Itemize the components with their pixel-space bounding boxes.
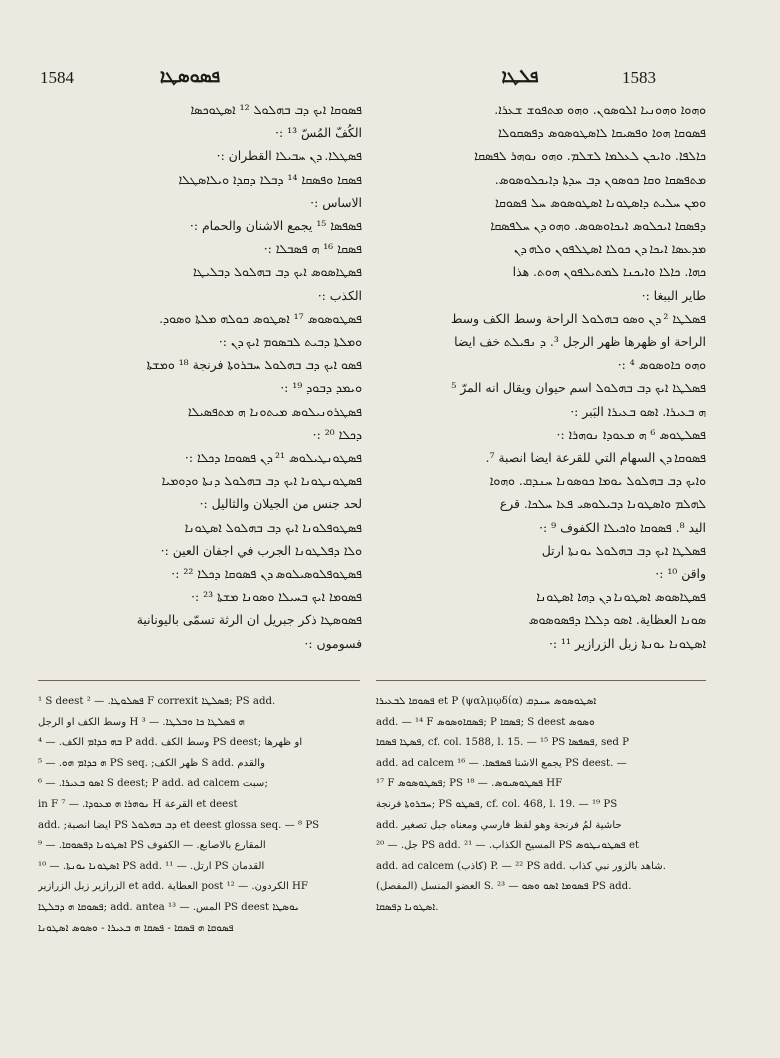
lexicon-line: ܦܣܘܩܐ ܗܘܐ ܘܦܣܝܩܐ ܠܐܣܛܘܣܘܣ ܕܦܣܩܘܠܐ — [498, 125, 706, 141]
lexicon-line: ܡܕܥܣܐ ܐܝܟܐ ܕܢ ܟܘܠܐ ܐܣܛܠܦܘܢ ܘܠܗ ܕܢ — [513, 241, 706, 257]
footnote-line: ܒܗ ܟܕܐܡ الكف. — ⁴ P add. وسط الكف PS deest; او ظهرها — [38, 737, 303, 749]
lexicon-line: ܦܣܦܣܐ ¹⁵ يجمع الاشنان والحمام :· — [189, 218, 362, 234]
lexicon-line: ܘܗܘܐ ܘܗܘܢܝܐ ܐܠܘܣܘܢ. ܘܗܘ ܡܬܦܘܫ ܫܥܪܐ. — [494, 102, 706, 117]
lexicon-line: ܘܡܢ ܚܠܝܬ ܕܐܣܛܘܢܐ ܐܣܛܘܣܘܣ ܚܠ ܦܣܘܩܐ — [495, 194, 706, 210]
right-text-column — [376, 98, 706, 655]
lexicon-line: ܕܟܠܐ ²⁰ :· — [312, 426, 362, 442]
footnote-line: ܐܣܛܘܢܐ ܝܘܢܬܐ. — ¹⁰ PS add. ارتل. — ¹¹ PS القدمان — [38, 860, 265, 872]
lexicon-line: ܘܡܠܬܐ ܕܒܝܬ ܠܒܣܘܡ ܐܝܟ ܕܢ :· — [218, 334, 362, 350]
lexicon-line: ܐܣܛܘܢܐ ܝܘܢܬܐ زبل الزرازير ¹¹ :· — [548, 635, 706, 651]
lexicon-line: الراحة او ظهرها ظهر الرجل ³. ܕ ܢܦܝܠܬ خف ايضا — [454, 334, 706, 350]
lexicon-line: واقن ¹⁰ :· — [655, 566, 706, 582]
lexicon-line: ܘܗܘ ܟܐܘܣܘܣ ⁴ :· — [617, 357, 706, 373]
lexicon-line: ܦܣܘܩܐ ܕܢ السهام التي للقرعة ايضا انصبة ⁷. — [485, 450, 706, 466]
lexicon-line: ܦܣܘ ܐܝܟ ܕܒ ܒܗܠܘܠ ܚܒܪܘܬܐ فرنجة ¹⁸ ܘܡܫܬܐ — [146, 357, 362, 373]
footnote-line: ¹ S deest ܦܣܠܘܛܐ. — ² F correxit ܦܣܠܛܐ; PS add. — [38, 696, 276, 707]
footnote-line: ܐܣܛܘܢܐ ܕܦܣܩܐ. — [376, 901, 439, 913]
footnote-line: ܐܣܘ ܒܥܝܪܐ. — ⁶ S deest; P add. ad calcem سبت; — [38, 778, 268, 790]
right-footnote-divider — [376, 680, 706, 681]
left-footnote-divider — [38, 680, 360, 681]
lexicon-line: ܡܬܦܣܩܐ ܘܩܐ ܟܘܣܘܢ ܕܒ ܚܕܬܐ ܕܐܝܟܠܘܣܘܣ. — [494, 171, 706, 187]
lexicon-line: ܦܣܠܛܘܣ ⁶ ܗ ܡܥܘܕܐ ܢܘܗܪܐ :· — [556, 426, 706, 442]
footnote-line: add. — ¹⁴ F ܦܣܩܐܘܣܘܣ; P ܦܣܩܐ; S deest ܘܣܘܣ — [376, 716, 595, 728]
footnote-line: وسط الكف او الرجل H ³ — .ܗ ܦܣܠܛܐ ܟܐ ܘܒܠܛܐ — [38, 716, 245, 728]
lexicon-line: ܣܘܢܐ العظاية. ܐܣܘ ܕܠܠܐ ܕܦܣܘܣܘܣ — [528, 612, 706, 628]
lexicon-line: ܦܣܛܠܐ. ܕܢ ܚܒܝܠܐ القطران :· — [216, 148, 362, 164]
lexicon-line: ܟܗܐ. ܟܐܠܐ ܘܐܝܟܢܐ ܠܡܬܝܠܦܘܢ ܗܘܬ. هذا — [512, 264, 706, 280]
lexicon-line: ܕܦܣܩܐ ܐܝܟܠܘܣ ܐܝܟܐܘܣܘܣ. ܘܗܘ ܕܢ ܚܠܦܣܩܐ — [490, 218, 706, 234]
left-text-column — [38, 98, 362, 655]
footnote-line: add. ad calcem يجمع الاشنا ܦܣܦܣܐ. — ¹⁶ PS deest. — — [376, 757, 627, 769]
lexicon-line: ܘܐܝܟ ܕܒ ܒܗܠܘܠ ܝܘܡܐ ܟܘܣܘܢܐ ܚܢܕܩ. ܘܗܘܐ — [489, 473, 706, 489]
lexicon-line: ܦܣܠܛܐ ܐܝܟ ܕܒ ܒܗܠܘܠ ܝܘܢܬܐ ارتل — [541, 542, 706, 558]
footnote-line: جل. — ²⁰ PS add. المسيح الكذاب. — ²¹ PS ܦܣܛܘܢܛܘܣ et — [376, 840, 640, 852]
lexicon-line: ܦܣܛܐܣܘܣ ܐܣܛܘܢܐ ܕܢ ܕܗܐ ܐܣܛܘܢܐ — [536, 589, 706, 605]
lexicon-line: ܘܠܐ ܕܦܠܛܘܢܐ الجرب في اجفان العين :· — [160, 542, 362, 558]
right-footnotes — [376, 692, 706, 919]
footnote-line: ܐܣܛܘܢܐ ܕܦܣܘܩܐ. — ⁹ PS المقارع بالاصابع. — الكفوف — [38, 840, 266, 852]
lexicon-line: ܦܣܠܛܐ ܐܝܟ ܕܒ ܒܗܠܘܠ اسم حيوان ويقال انه المرّ ⁵ — [451, 380, 706, 396]
footnote-line: ܦܣܛܐ ܦܣܩܐ, cf. col. 1588, l. 15. — ¹⁵ PS ܦܣܦܣܐ, sed P — [376, 737, 630, 749]
footnote-line: in F ܢܘܗܪܐ ܗ ܡܥܘܕܐ. — ⁷ H القرعة et deest — [38, 798, 238, 810]
lexicon-line: ܦܣܛܘܦܠܘܣܝܠܘܣ ܕܢ ܦܣܘܩܐ ܕܟܠܐ ²² :· — [171, 566, 362, 582]
lexicon-line: ܦܣܘܡܐ ܐܝܟ ܒܚܝܠܐ ܘܣܘܢܐ ܡܫܬܐ ²³ :· — [191, 589, 362, 605]
footnote-line: ܦܣܘܩܐ ܗ ܕܒܠܛܐ; add. antea المس. — ¹³ PS deest ܝܘܣܛܐ — [38, 901, 299, 913]
footnote-line: add. ad calcem (كاذب) P. — ²² PS add. شاهد بالزور نبي كذاب. — [376, 860, 667, 872]
lexicon-line: ܦܣܛܘܣܘܣ ¹⁷ ܐܣܛܘܣ ܟܘܠܗ ܡܠܬܐ ܘܣܘܕ. — [159, 310, 362, 326]
lexicon-line: فسوموں :· — [304, 635, 362, 651]
footnote-line: العضو المنسل (المفصل) S. ܦܣܘܡܐ ܐܣܘ ܘܣܘ — ²³ PS add. — [376, 881, 632, 893]
footnote-line: ܦܣܘܩܐ ܠܒܥܝܪܐ et P (ψαλμῳδία) ܐܣܛܘܣܘܣ ܚܢܕܩ — [376, 696, 597, 707]
footnote-line: ܦܣܘܩܐ ܗ ܦܣܩܐ - ܦܣܩܐ ܗ ܒܥܝܪܐ - ܘܣܘܣ ܐܣܛܘܢܐ — [38, 922, 234, 934]
lexicon-line: ܦܣܘܩܐ ܐܝܟ ܕܒ ܒܗܠܘܠ ¹² ܐܣܛܘܟܣܐ — [190, 102, 362, 117]
lexicon-line: ܦܣܛܐܣܘܣ ܐܝܟ ܕܒ ܒܗܠܘܠ ܕܒܠܝܛܐ — [192, 264, 362, 280]
lexicon-line: ܦܣܘܣܛܐ ذكر جبريل ان الرثة تسمّى باليونانية — [136, 612, 362, 628]
lexicon-line: ܘܝܡܕ ܕܒܘܕ ¹⁹ :· — [280, 380, 362, 396]
lexicon-line: ܗ ܒܥܝܪܐ. ܐܣܘ ܒܥܝܪܐ البَبر :· — [570, 403, 706, 419]
lexicon-line: ܦܣܩܐ ¹⁶ ܗ ܦܣܒܠܐ :· — [263, 241, 362, 257]
lexicon-line: الكذب :· — [317, 287, 362, 303]
footnote-line: ܚܒܪܘܬܐ فرنجة; PS ܦܣܛܘ, cf. col. 468, l. 19. — ¹⁹ PS — [376, 798, 618, 810]
footnote-line: add. ;ايضا انصبة PS ܕܒ ܒܗܠܘܠ et deest glossa seq. — ⁸ PS — [38, 819, 320, 831]
footnote-line: add. حاشية لمُ فرنجة وهو لفظ فارسي ومعناه جبل تصغير — [376, 819, 622, 831]
left-page-number: 1584 — [40, 68, 74, 87]
lexicon-line: ܦܣܩܐ ܘܦܣܩܐ ¹⁴ ܕܒܠܐ ܕܩܕܐ ܘܝܠܐܣܛܠܐ — [178, 171, 362, 187]
footnote-line: الزرازير زبل الزرازير et add. العطاية post الكردون. — ¹² HF — [38, 881, 308, 893]
left-footnotes — [38, 692, 360, 939]
lexicon-line: ܦܣܛܪܘܢܝܠܘܣ ܡܝܬܘܢܐ ܗ ܡܬܦܣܝܠܐ — [187, 403, 362, 419]
right-running-head: ܦܠܛܐ — [501, 66, 539, 87]
footnote-line: ¹⁷ F ܦܣܛܘܣܘܣ; PS ܦܣܛܘܣܝܘܣ. — ¹⁸ HF — [376, 778, 563, 790]
lexicon-line: الكُفّ المُسّ ¹³ :· — [275, 125, 362, 141]
left-running-head: ܦܣܘܣܛܐ — [159, 66, 221, 87]
lexicon-line: ܦܣܛܘܢܛܝܠܘܣ ²¹ ܕܢ ܦܣܘܩܐ ܕܟܠܐ :· — [184, 450, 362, 466]
lexicon-line: ܠܗܠܡ ܘܐܣܛܘܢܐ ܕܒܝܠܘܣܝ ܦܥܐ ܚܠܟܐ. قرع — [499, 496, 706, 512]
right-page-number: 1583 — [622, 68, 656, 87]
lexicon-line: ܟܐܠܦܐ. ܘܐܝܟܢ ܠܥܠܡܐ ܠܫܠܡ. ܘܗܘ ܢܘܗܪ ܠܦܣܩܐ — [474, 148, 706, 164]
lexicon-line: ܦܣܠܛܐ ² ܕܢ ܘܣܘ ܒܗܠܘܠ الراحة وسط الكف وسط — [450, 310, 706, 326]
lexicon-line: ܦܣܛܘܢܛܘܢܐ ܐܝܟ ܕܒ ܒܗܠܘܠ ܕܢܬܐ ܘܕܘܡܝܐ — [161, 473, 362, 489]
lexicon-line: ܦܣܛܘܦܠܘܢܐ ܐܝܟ ܕܒ ܒܗܠܘܠ ܐܣܛܘܢܐ — [184, 519, 362, 535]
lexicon-line: لحد جنس من الجيلان والثاليل :· — [199, 496, 362, 512]
lexicon-line: طاير الببغا :· — [641, 287, 706, 303]
lexicon-line: اليد ⁸. ܦܣܘܩܐ ܘܐܟܝܠܐ الكفوف ⁹ :· — [539, 519, 706, 535]
lexicon-line: الاساس :· — [310, 194, 362, 210]
footnote-line: ܗ ܟܕܐܡ ܗܘ. — ⁵ PS seq. ;ظهر الكف S add. والقدم — [38, 757, 266, 769]
